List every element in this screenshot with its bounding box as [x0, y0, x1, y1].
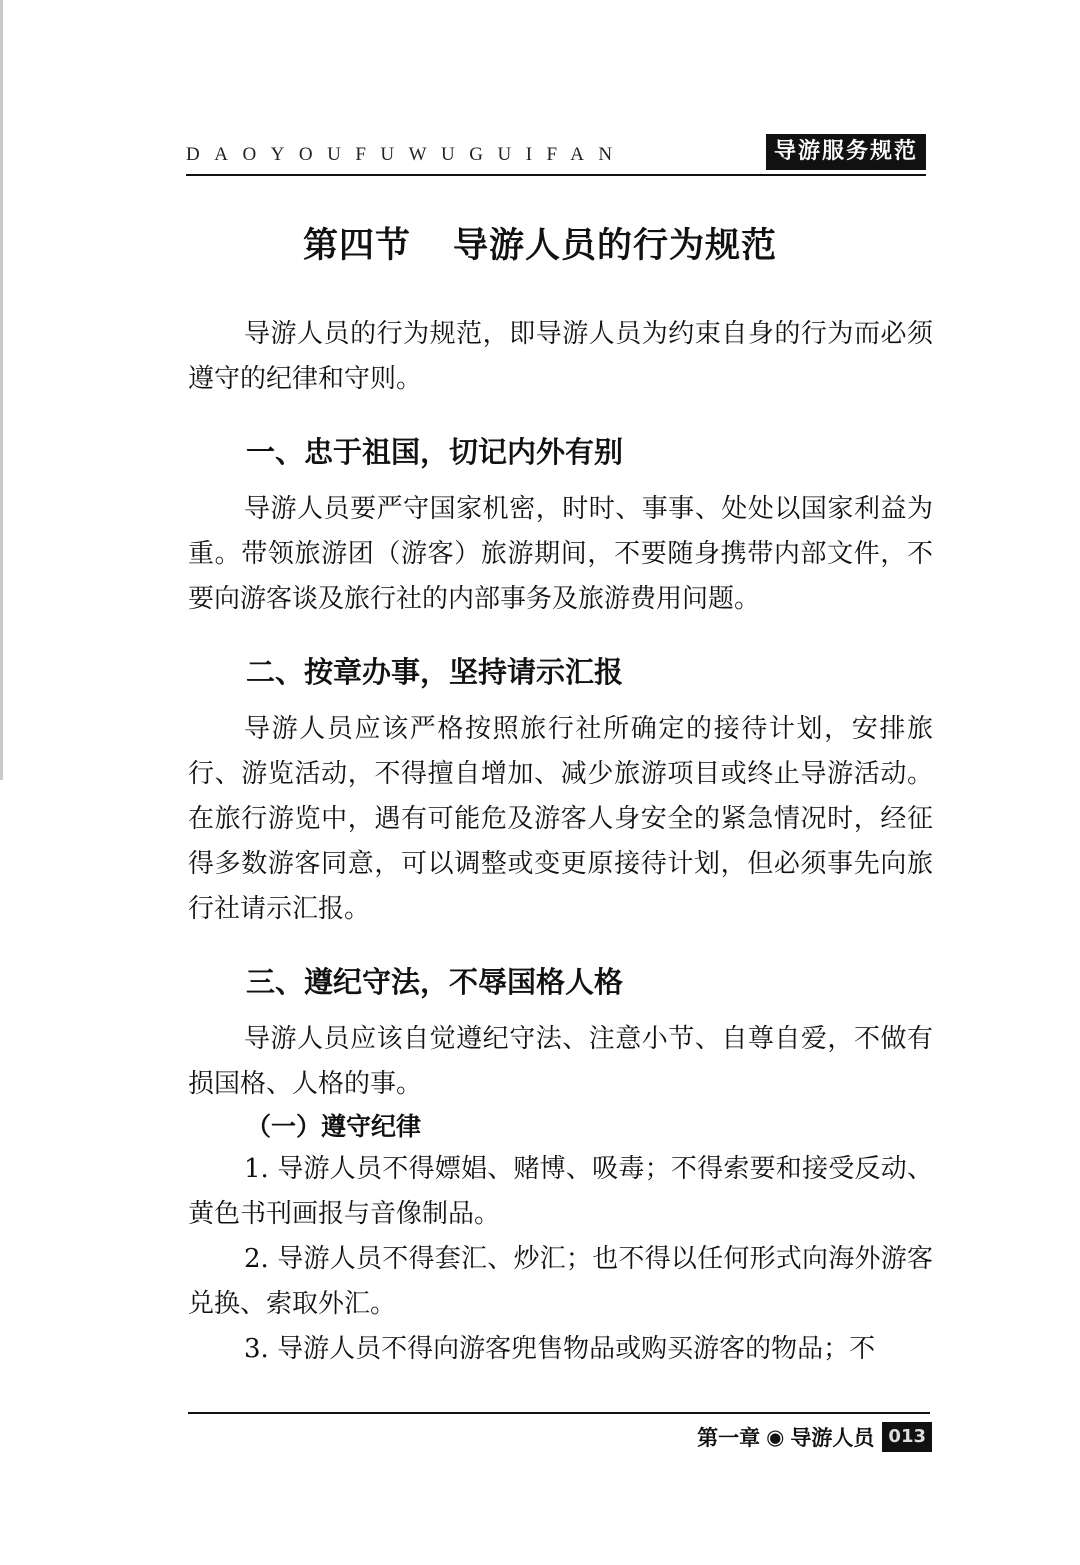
footer-title: 导游人员 — [790, 1426, 875, 1450]
section-paragraph-1: 导游人员要严守国家机密，时时、事事、处处以国家利益为重。带领旅游团（游客）旅游期间，不要随身携带内部文件，不要向游客谈及旅行社的内部事务及旅游费用问题。 — [188, 494, 933, 614]
header-book-title: 导游服务规范 — [766, 134, 926, 170]
subsection-heading: （一）遵守纪律 — [246, 1112, 422, 1141]
page-body — [188, 312, 933, 1372]
section-title — [0, 218, 1080, 268]
section-heading-2: 二、按章办事，坚持请示汇报 — [246, 655, 624, 689]
list-item: 1. 导游人员不得嫖娼、赌博、吸毒；不得索要和接受反动、黄色书刊画报与音像制品。 — [188, 1154, 933, 1229]
intro-paragraph: 导游人员的行为规范，即导游人员为约束自身的行为而必须遵守的纪律和守则。 — [188, 319, 933, 394]
running-footer — [697, 1420, 932, 1454]
footer-chapter: 第一章 — [697, 1426, 761, 1450]
section-heading-1: 一、忠于祖国，切记内外有别 — [246, 435, 624, 469]
footer-rule — [188, 1412, 930, 1414]
section-heading-3: 三、遵纪守法，不辱国格人格 — [246, 965, 624, 999]
section-number: 第四节 — [302, 226, 411, 266]
page-number: 013 — [882, 1422, 932, 1452]
running-header — [186, 134, 926, 176]
list-item: 3. 导游人员不得向游客兜售物品或购买游客的物品；不 — [244, 1334, 876, 1364]
scan-edge — [0, 0, 3, 780]
footer-separator-icon: ◉ — [766, 1425, 785, 1449]
list-item: 2. 导游人员不得套汇、炒汇；也不得以任何形式向海外游客兑换、索取外汇。 — [188, 1244, 933, 1319]
section-paragraph-2: 导游人员应该严格按照旅行社所确定的接待计划，安排旅行、游览活动，不得擅自增加、减少旅游项目或终止导游活动。在旅行游览中，遇有可能危及游客人身安全的紧急情况时，经征得多数游客同意，可以调整或变更原接待计划，但必须事先向旅行社请示汇报。 — [188, 714, 933, 924]
header-pinyin-letters: DAOYOUFUWUGUIFAN — [186, 144, 627, 165]
section-title-text: 导游人员的行为规范 — [453, 226, 778, 266]
section-paragraph-3: 导游人员应该自觉遵纪守法、注意小节、自尊自爱，不做有损国格、人格的事。 — [188, 1024, 933, 1099]
